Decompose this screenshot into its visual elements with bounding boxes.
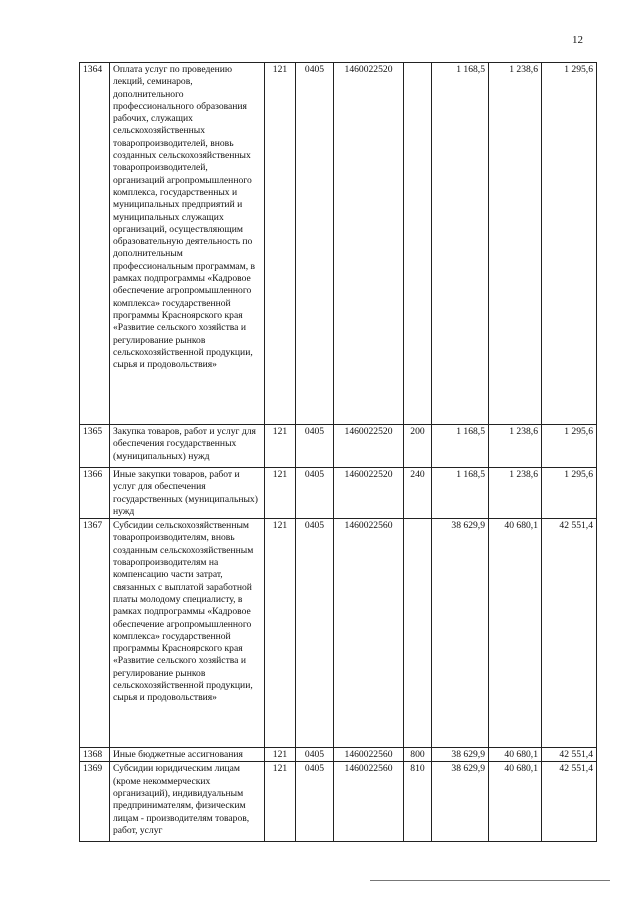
ministry-code: 121: [265, 519, 296, 748]
expense-type-code: [404, 63, 432, 425]
amount-year-3: 42 551,4: [542, 519, 597, 748]
ministry-code: 121: [265, 468, 296, 519]
row-number: 1365: [80, 425, 110, 468]
row-name: Субсидии юридическим лицам (кроме некоммерческих организаций), индивидуальным предпринимателям, физическим лицам - производителям товаров, работ, услуг: [110, 762, 265, 842]
ministry-code: 121: [265, 63, 296, 425]
target-article-code: 1460022520: [334, 63, 404, 425]
row-number: 1369: [80, 762, 110, 842]
amount-year-2: 40 680,1: [489, 762, 542, 842]
row-number: 1367: [80, 519, 110, 748]
amount-year-1: 38 629,9: [432, 519, 489, 748]
row-name: Закупка товаров, работ и услуг для обеспечения государственных (муниципальных) нужд: [110, 425, 265, 468]
amount-year-2: 40 680,1: [489, 748, 542, 762]
target-article-code: 1460022560: [334, 519, 404, 748]
ministry-code: 121: [265, 762, 296, 842]
row-name: Иные закупки товаров, работ и услуг для обеспечения государственных (муниципальных) нужд: [110, 468, 265, 519]
amount-year-3: 1 295,6: [542, 63, 597, 425]
expense-type-code: [404, 519, 432, 748]
row-number: 1366: [80, 468, 110, 519]
amount-year-2: 1 238,6: [489, 63, 542, 425]
scan-edge-line: [370, 880, 610, 881]
amount-year-3: 42 551,4: [542, 762, 597, 842]
row-name: Иные бюджетные ассигнования: [110, 748, 265, 762]
amount-year-2: 1 238,6: [489, 468, 542, 519]
table-row: [80, 762, 597, 842]
amount-year-2: 1 238,6: [489, 425, 542, 468]
section-code: 0405: [296, 762, 334, 842]
target-article-code: 1460022520: [334, 425, 404, 468]
table-row: [80, 425, 597, 468]
expense-type-code: 810: [404, 762, 432, 842]
amount-year-1: 38 629,9: [432, 748, 489, 762]
section-code: 0405: [296, 425, 334, 468]
table-row: [80, 468, 597, 519]
ministry-code: 121: [265, 748, 296, 762]
target-article-code: 1460022520: [334, 468, 404, 519]
row-number: 1368: [80, 748, 110, 762]
amount-year-3: 1 295,6: [542, 468, 597, 519]
section-code: 0405: [296, 468, 334, 519]
amount-year-1: 38 629,9: [432, 762, 489, 842]
section-code: 0405: [296, 63, 334, 425]
expense-type-code: 240: [404, 468, 432, 519]
section-code: 0405: [296, 519, 334, 748]
table-row: [80, 63, 597, 425]
amount-year-1: 1 168,5: [432, 468, 489, 519]
amount-year-2: 40 680,1: [489, 519, 542, 748]
row-number: 1364: [80, 63, 110, 425]
table-row: [80, 519, 597, 748]
amount-year-3: 1 295,6: [542, 425, 597, 468]
row-name: Оплата услуг по проведению лекций, семинаров, дополнительного профессионального образования рабочих, служащих сельскохозяйственных товаропроизводителей, вновь созданных сельскохозяйственных товаропроизводителей, организаций агропромышленного комплекса, государственных и муниципальных предприятий и муниципальных служащих организаций, осуществляющим образовательную деятельность по дополнительным профессиональным программам, в рамках подпрограммы «Кадровое обеспечение агропромышленного комплекса» государственной программы Красноярского края «Развитие сельского хозяйства и регулирование рынков сельскохозяйственной продукции, сырья и продовольствия»: [110, 63, 265, 425]
ministry-code: 121: [265, 425, 296, 468]
amount-year-1: 1 168,5: [432, 63, 489, 425]
page-number: 12: [572, 34, 583, 46]
budget-table: [79, 62, 597, 842]
section-code: 0405: [296, 748, 334, 762]
table-row: [80, 748, 597, 762]
row-name: Субсидии сельскохозяйственным товаропроизводителям, вновь созданным сельскохозяйственным товаропроизводителям на компенсацию части затрат, связанных с выплатой заработной платы молодому специалисту, в рамках подпрограммы «Кадровое обеспечение агропромышленного комплекса» государственной программы Красноярского края «Развитие сельского хозяйства и регулирование рынков сельскохозяйственной продукции, сырья и продовольствия»: [110, 519, 265, 748]
amount-year-3: 42 551,4: [542, 748, 597, 762]
expense-type-code: 200: [404, 425, 432, 468]
target-article-code: 1460022560: [334, 748, 404, 762]
amount-year-1: 1 168,5: [432, 425, 489, 468]
expense-type-code: 800: [404, 748, 432, 762]
target-article-code: 1460022560: [334, 762, 404, 842]
